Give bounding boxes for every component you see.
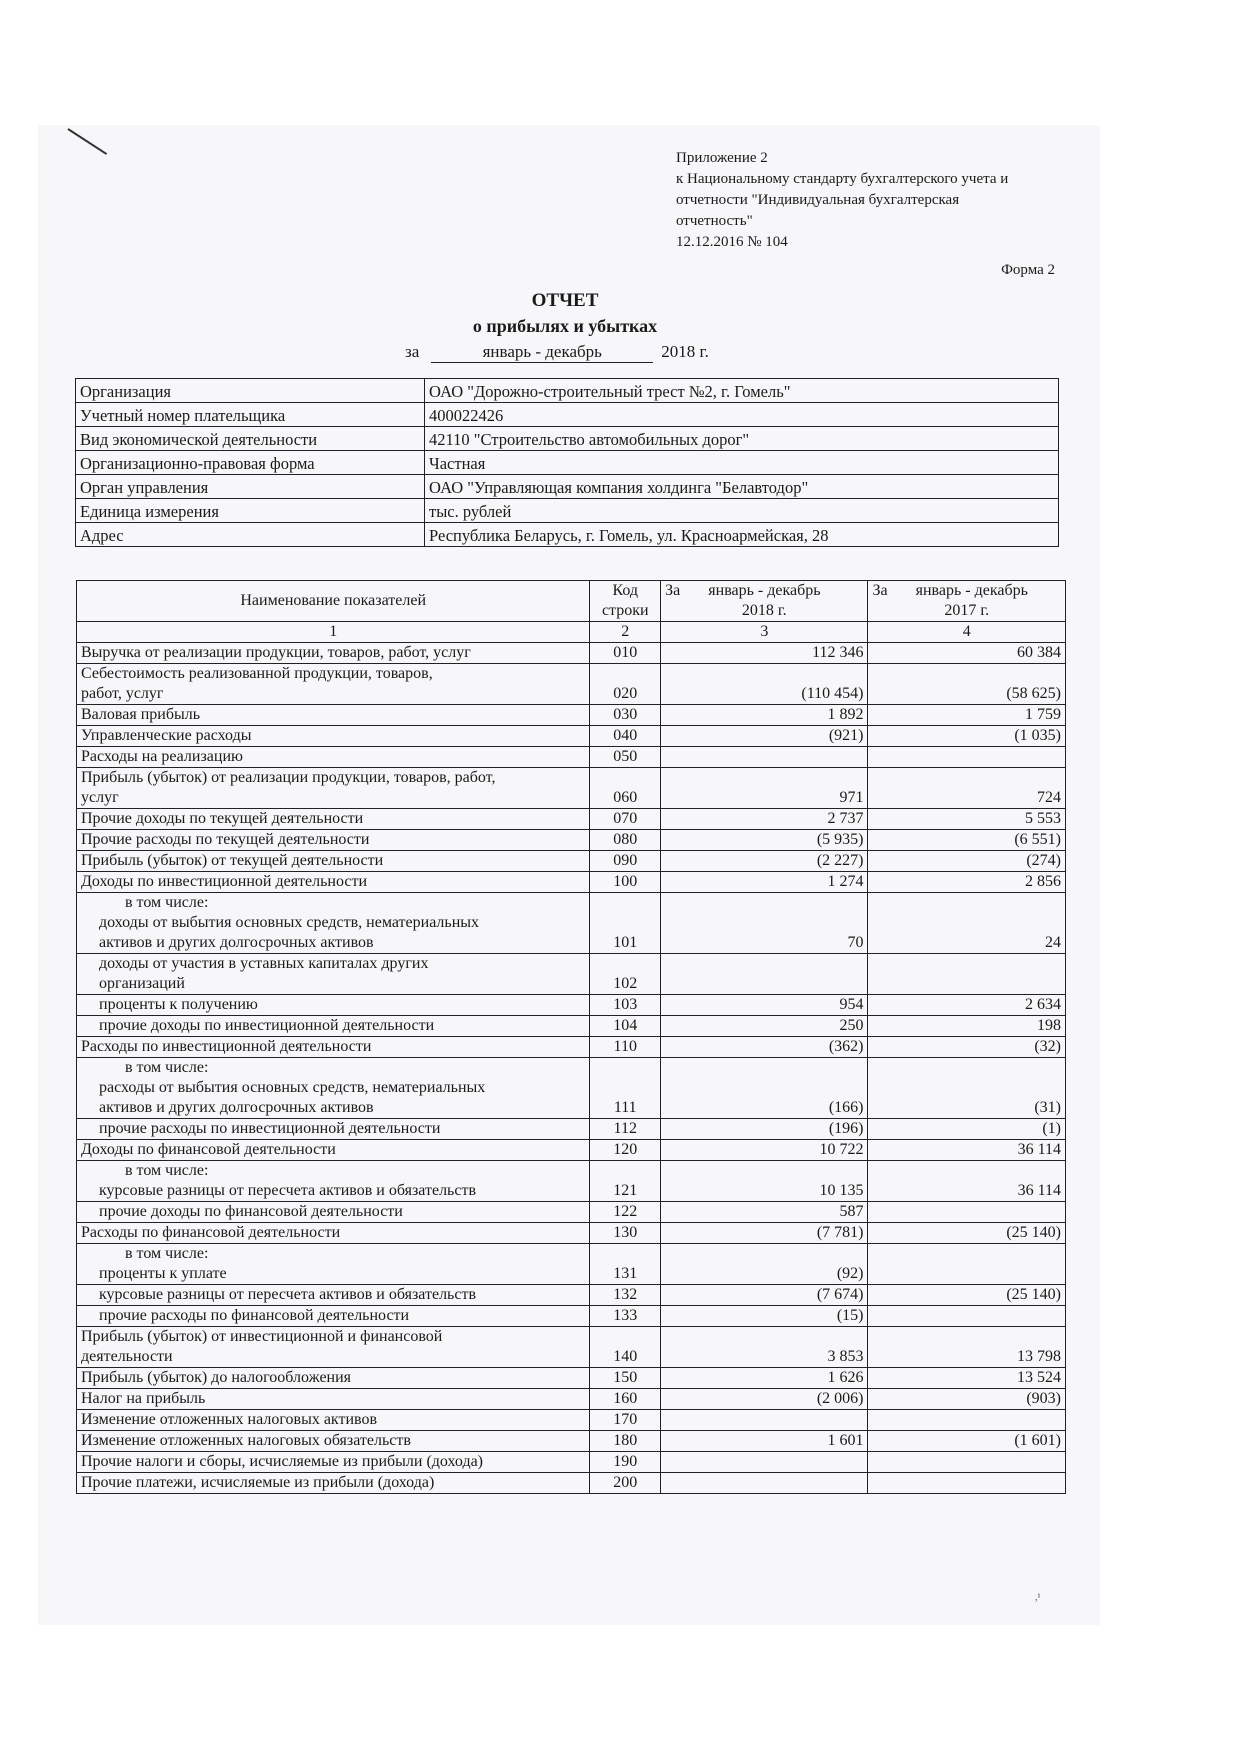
value-2017: 5 553 <box>868 809 1066 830</box>
table-row <box>77 1306 1066 1327</box>
value-2017: 36 114 <box>868 1161 1066 1202</box>
value-2018: (7 781) <box>661 1223 868 1244</box>
line-code: 090 <box>590 851 661 872</box>
column-number: 3 <box>661 622 868 643</box>
line-code: 150 <box>590 1368 661 1389</box>
table-row <box>77 1327 1066 1368</box>
table-row <box>77 1410 1066 1431</box>
value-2018: (2 227) <box>661 851 868 872</box>
value-2018: 1 274 <box>661 872 868 893</box>
value-2018: (196) <box>661 1119 868 1140</box>
value-2018: 3 853 <box>661 1327 868 1368</box>
table-row <box>77 1431 1066 1452</box>
value-2018 <box>661 1452 868 1473</box>
indicator-name: прочие доходы по инвестиционной деятельности <box>77 1016 590 1037</box>
value-2017 <box>868 1452 1066 1473</box>
value-2018: 10 135 <box>661 1161 868 1202</box>
line-code: 200 <box>590 1473 661 1494</box>
profit-loss-table <box>76 580 1066 1494</box>
table-row <box>77 1119 1066 1140</box>
value-2018: (166) <box>661 1058 868 1119</box>
value-2018: (15) <box>661 1306 868 1327</box>
line-code: 170 <box>590 1410 661 1431</box>
table-row <box>77 1244 1066 1285</box>
table-row <box>77 726 1066 747</box>
form-label: Форма 2 <box>1001 262 1055 278</box>
indicator-name: Изменение отложенных налоговых активов <box>77 1410 590 1431</box>
report-period <box>405 342 709 363</box>
line-code: 040 <box>590 726 661 747</box>
table-row <box>77 1140 1066 1161</box>
line-code: 104 <box>590 1016 661 1037</box>
info-value: Республика Беларусь, г. Гомель, ул. Красноармейская, 28 <box>425 523 1059 547</box>
header-period-2017: За январь - декабрь 2017 г. <box>868 581 1066 622</box>
info-label: Орган управления <box>76 475 425 499</box>
info-row <box>76 475 1059 499</box>
line-code: 101 <box>590 893 661 954</box>
value-2018: (7 674) <box>661 1285 868 1306</box>
indicator-name: Прибыль (убыток) от текущей деятельности <box>77 851 590 872</box>
value-2018: 587 <box>661 1202 868 1223</box>
appendix-line: Приложение 2 <box>676 150 768 166</box>
value-2018 <box>661 747 868 768</box>
value-2018: (921) <box>661 726 868 747</box>
value-2017: (6 551) <box>868 830 1066 851</box>
info-value: Частная <box>425 451 1059 475</box>
including-label: в том числе: <box>125 894 209 911</box>
indicator-name: в том числе: доходы от выбытия основных средств, нематериальных активов и других долгосрочных активов <box>77 893 590 954</box>
line-code: 080 <box>590 830 661 851</box>
line-code: 140 <box>590 1327 661 1368</box>
value-2017: (903) <box>868 1389 1066 1410</box>
header-line-code: Код строки <box>590 581 661 622</box>
info-row <box>76 403 1059 427</box>
indicator-name: в том числе: курсовые разницы от пересчета активов и обязательств <box>77 1161 590 1202</box>
value-2017: (31) <box>868 1058 1066 1119</box>
value-2018: 70 <box>661 893 868 954</box>
table-row <box>77 705 1066 726</box>
line-code: 102 <box>590 954 661 995</box>
indicator-name: прочие расходы по инвестиционной деятельности <box>77 1119 590 1140</box>
value-2018: 112 346 <box>661 643 868 664</box>
including-label: в том числе: <box>125 1245 209 1262</box>
line-code: 190 <box>590 1452 661 1473</box>
table-row <box>77 830 1066 851</box>
value-2017: 36 114 <box>868 1140 1066 1161</box>
table-row <box>77 1389 1066 1410</box>
line-code: 110 <box>590 1037 661 1058</box>
line-code: 121 <box>590 1161 661 1202</box>
value-2018: 1 601 <box>661 1431 868 1452</box>
value-2017: 13 524 <box>868 1368 1066 1389</box>
value-2017: (1 601) <box>868 1431 1066 1452</box>
line-code: 132 <box>590 1285 661 1306</box>
info-row <box>76 499 1059 523</box>
including-label: в том числе: <box>125 1162 209 1179</box>
value-2018: (362) <box>661 1037 868 1058</box>
value-2017: (1) <box>868 1119 1066 1140</box>
table-row <box>77 1223 1066 1244</box>
value-2018: 250 <box>661 1016 868 1037</box>
table-row <box>77 664 1066 705</box>
info-value: ОАО "Управляющая компания холдинга "Белавтодор" <box>425 475 1059 499</box>
value-2018 <box>661 954 868 995</box>
line-code: 010 <box>590 643 661 664</box>
line-code: 060 <box>590 768 661 809</box>
value-2017 <box>868 1202 1066 1223</box>
column-number: 2 <box>590 622 661 643</box>
table-row <box>77 1037 1066 1058</box>
table-row <box>77 1368 1066 1389</box>
table-row <box>77 1285 1066 1306</box>
indicator-name: Прочие расходы по текущей деятельности <box>77 830 590 851</box>
value-2017: 2 856 <box>868 872 1066 893</box>
indicator-name: Расходы на реализацию <box>77 747 590 768</box>
value-2018: (92) <box>661 1244 868 1285</box>
line-code: 180 <box>590 1431 661 1452</box>
table-row <box>77 747 1066 768</box>
value-2018: (5 935) <box>661 830 868 851</box>
column-number: 4 <box>868 622 1066 643</box>
table-row <box>77 851 1066 872</box>
table-header-row <box>77 581 1066 622</box>
value-2017: 1 759 <box>868 705 1066 726</box>
indicator-name: Прочие налоги и сборы, исчисляемые из прибыли (дохода) <box>77 1452 590 1473</box>
info-value: 42110 "Строительство автомобильных дорог" <box>425 427 1059 451</box>
info-label: Учетный номер плательщика <box>76 403 425 427</box>
indicator-name: в том числе: расходы от выбытия основных средств, нематериальных активов и других долгосрочных активов <box>77 1058 590 1119</box>
table-row <box>77 1452 1066 1473</box>
table-row <box>77 893 1066 954</box>
value-2018: 971 <box>661 768 868 809</box>
line-code: 111 <box>590 1058 661 1119</box>
info-label: Организация <box>76 379 425 403</box>
line-code: 160 <box>590 1389 661 1410</box>
indicator-name: Налог на прибыль <box>77 1389 590 1410</box>
info-label: Адрес <box>76 523 425 547</box>
line-code: 103 <box>590 995 661 1016</box>
appendix-line: 12.12.2016 № 104 <box>676 234 788 250</box>
info-label: Единица измерения <box>76 499 425 523</box>
value-2018 <box>661 1410 868 1431</box>
info-row <box>76 451 1059 475</box>
value-2018 <box>661 1473 868 1494</box>
info-label: Вид экономической деятельности <box>76 427 425 451</box>
info-value: тыс. рублей <box>425 499 1059 523</box>
table-row <box>77 1161 1066 1202</box>
indicator-name: Доходы по финансовой деятельности <box>77 1140 590 1161</box>
value-2018: 10 722 <box>661 1140 868 1161</box>
table-row <box>77 809 1066 830</box>
line-code: 131 <box>590 1244 661 1285</box>
value-2017: 198 <box>868 1016 1066 1037</box>
value-2017: 2 634 <box>868 995 1066 1016</box>
table-row <box>77 768 1066 809</box>
indicator-name: Валовая прибыль <box>77 705 590 726</box>
table-row <box>77 995 1066 1016</box>
line-code: 120 <box>590 1140 661 1161</box>
indicator-name: курсовые разницы от пересчета активов и обязательств <box>77 1285 590 1306</box>
line-code: 133 <box>590 1306 661 1327</box>
info-row <box>76 523 1059 547</box>
indicator-name: проценты к получению <box>77 995 590 1016</box>
value-2017 <box>868 1410 1066 1431</box>
value-2017 <box>868 747 1066 768</box>
info-row <box>76 427 1059 451</box>
indicator-name: Прибыль (убыток) до налогообложения <box>77 1368 590 1389</box>
organization-info-table <box>75 378 1059 547</box>
appendix-note <box>676 148 1076 253</box>
including-label: в том числе: <box>125 1059 209 1076</box>
indicator-name: Управленческие расходы <box>77 726 590 747</box>
value-2017: 24 <box>868 893 1066 954</box>
indicator-name: Расходы по финансовой деятельности <box>77 1223 590 1244</box>
table-row <box>77 1058 1066 1119</box>
indicator-name: доходы от участия в уставных капиталах других организаций <box>77 954 590 995</box>
indicator-name: Прибыль (убыток) от инвестиционной и финансовой деятельности <box>77 1327 590 1368</box>
line-code: 020 <box>590 664 661 705</box>
table-row <box>77 954 1066 995</box>
line-code: 122 <box>590 1202 661 1223</box>
line-code: 030 <box>590 705 661 726</box>
info-row <box>76 379 1059 403</box>
value-2017: (25 140) <box>868 1223 1066 1244</box>
value-2018: 2 737 <box>661 809 868 830</box>
header-indicator-name: Наименование показателей <box>77 581 590 622</box>
value-2018: 1 626 <box>661 1368 868 1389</box>
value-2017 <box>868 1306 1066 1327</box>
value-2017: 724 <box>868 768 1066 809</box>
column-number-row <box>77 622 1066 643</box>
table-row <box>77 872 1066 893</box>
indicator-name: Расходы по инвестиционной деятельности <box>77 1037 590 1058</box>
value-2017: 13 798 <box>868 1327 1066 1368</box>
table-row <box>77 643 1066 664</box>
appendix-line: отчетности "Индивидуальная бухгалтерская <box>676 192 960 208</box>
value-2017: (274) <box>868 851 1066 872</box>
page-mark: ,¹ <box>1035 1592 1041 1603</box>
indicator-name: Прочие доходы по текущей деятельности <box>77 809 590 830</box>
value-2018: (2 006) <box>661 1389 868 1410</box>
line-code: 112 <box>590 1119 661 1140</box>
indicator-name: Прибыль (убыток) от реализации продукции, товаров, работ, услуг <box>77 768 590 809</box>
indicator-name: Выручка от реализации продукции, товаров, работ, услуг <box>77 643 590 664</box>
period-value: январь - декабрь <box>431 342 653 363</box>
value-2017 <box>868 954 1066 995</box>
value-2018: (110 454) <box>661 664 868 705</box>
report-subtitle: о прибылях и убытках <box>472 316 658 336</box>
indicator-name: прочие доходы по финансовой деятельности <box>77 1202 590 1223</box>
info-value: 400022426 <box>425 403 1059 427</box>
value-2018: 1 892 <box>661 705 868 726</box>
line-code: 070 <box>590 809 661 830</box>
indicator-name: Изменение отложенных налоговых обязательств <box>77 1431 590 1452</box>
value-2017: 60 384 <box>868 643 1066 664</box>
appendix-line: отчетность" <box>676 213 753 229</box>
table-row <box>77 1202 1066 1223</box>
period-prefix: за <box>405 342 420 361</box>
value-2018: 954 <box>661 995 868 1016</box>
period-year: 2018 г. <box>661 342 709 361</box>
value-2017: (32) <box>868 1037 1066 1058</box>
indicator-name: Доходы по инвестиционной деятельности <box>77 872 590 893</box>
line-code: 100 <box>590 872 661 893</box>
line-code: 130 <box>590 1223 661 1244</box>
value-2017: (25 140) <box>868 1285 1066 1306</box>
info-value: ОАО "Дорожно-строительный трест №2, г. Гомель" <box>425 379 1059 403</box>
header-period-2018: За январь - декабрь 2018 г. <box>661 581 868 622</box>
report-title: ОТЧЕТ <box>531 290 599 311</box>
appendix-line: к Национальному стандарту бухгалтерского учета и <box>676 171 1009 187</box>
indicator-name: прочие расходы по финансовой деятельности <box>77 1306 590 1327</box>
value-2017 <box>868 1244 1066 1285</box>
value-2017: (1 035) <box>868 726 1066 747</box>
table-row <box>77 1473 1066 1494</box>
line-code: 050 <box>590 747 661 768</box>
indicator-name: Прочие платежи, исчисляемые из прибыли (дохода) <box>77 1473 590 1494</box>
indicator-name: Себестоимость реализованной продукции, товаров, работ, услуг <box>77 664 590 705</box>
value-2017 <box>868 1473 1066 1494</box>
table-row <box>77 1016 1066 1037</box>
column-number: 1 <box>77 622 590 643</box>
indicator-name: в том числе: проценты к уплате <box>77 1244 590 1285</box>
value-2017: (58 625) <box>868 664 1066 705</box>
info-label: Организационно-правовая форма <box>76 451 425 475</box>
